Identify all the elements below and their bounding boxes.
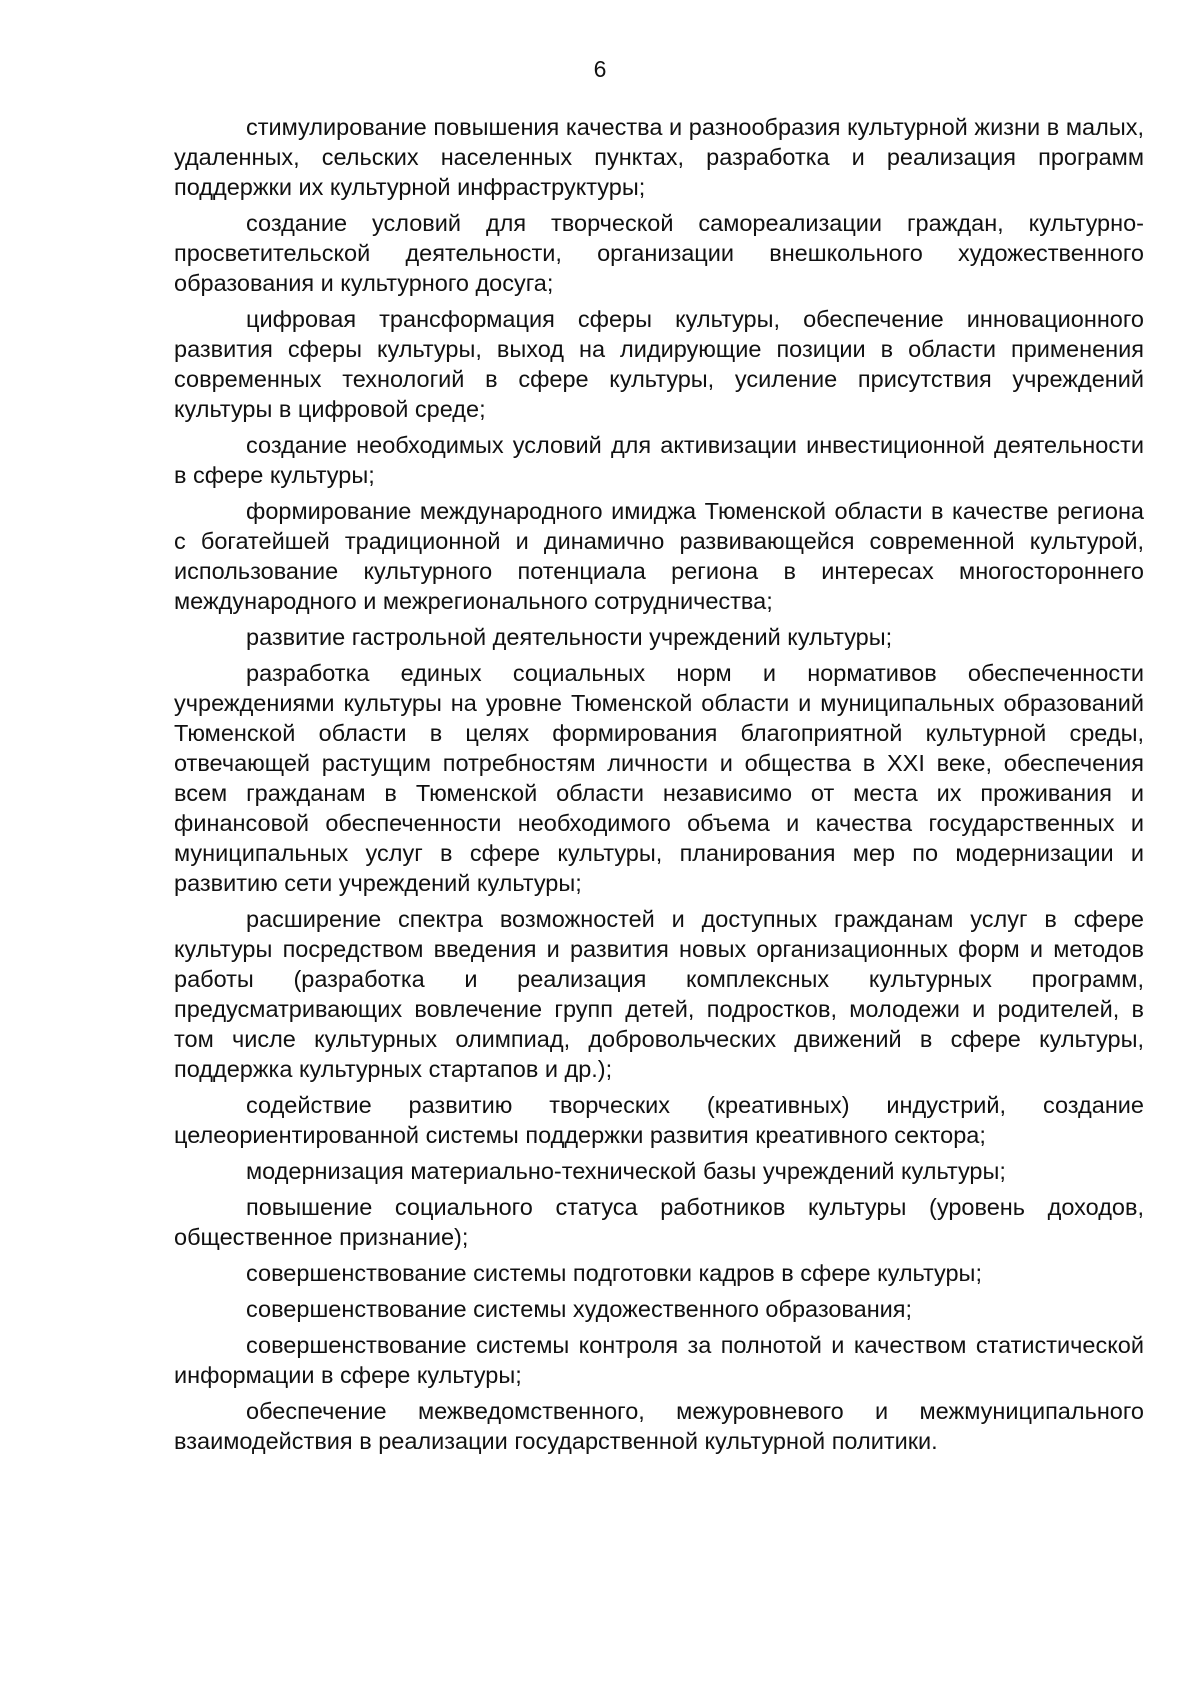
paragraph: стимулирование повышения качества и разнообразия культурной жизни в малых, удаленных, сельских населенных пунктах, разработка и реализация программ поддержки их культурной инфраструктуры;: [174, 114, 1144, 200]
paragraph: разработка единых социальных норм и нормативов обеспеченности учреждениями культуры на уровне Тюменской области и муниципальных образований Тюменской области в целях формирования благоприятной культурной среды, отвечающей растущим потребностям личности и общества в XXI веке, обеспечения всем гражданам в Тюменской области независимо от места их проживания и финансовой обеспеченности необходимого объема и качества государственных и муниципальных услуг в сфере культуры, планирования мер по модернизации и развитию сети учреждений культуры;: [174, 660, 1144, 896]
document-body: [174, 112, 1144, 1462]
paragraph: создание необходимых условий для активизации инвестиционной деятельности в сфере культуры;: [174, 432, 1144, 488]
page-number: 6: [593, 56, 607, 82]
paragraph: повышение социального статуса работников культуры (уровень доходов, общественное признание);: [174, 1194, 1144, 1250]
paragraph: формирование международного имиджа Тюменской области в качестве региона с богатейшей традиционной и динамично развивающейся современной культурой, использование культурного потенциала региона в интересах многостороннего международного и межрегионального сотрудничества;: [174, 498, 1144, 614]
paragraph: совершенствование системы художественного образования;: [246, 1296, 913, 1322]
paragraph: развитие гастрольной деятельности учреждений культуры;: [246, 624, 893, 650]
paragraph: модернизация материально-технической базы учреждений культуры;: [246, 1158, 1006, 1184]
paragraph: цифровая трансформация сферы культуры, обеспечение инновационного развития сферы культуры, выход на лидирующие позиции в области применения современных технологий в сфере культуры, усиление присутствия учреждений культуры в цифровой среде;: [174, 306, 1144, 422]
paragraph: обеспечение межведомственного, межуровневого и межмуниципального взаимодействия в реализации государственной культурной политики.: [174, 1398, 1144, 1454]
paragraph: содействие развитию творческих (креативных) индустрий, создание целеориентированной системы поддержки развития креативного сектора;: [174, 1092, 1144, 1148]
paragraph: совершенствование системы контроля за полнотой и качеством статистической информации в сфере культуры;: [174, 1332, 1144, 1388]
paragraph: расширение спектра возможностей и доступных гражданам услуг в сфере культуры посредством введения и развития новых организационных форм и методов работы (разработка и реализация комплексных культурных программ, предусматривающих вовлечение групп детей, подростков, молодежи и родителей, в том числе культурных олимпиад, добровольческих движений в сфере культуры, поддержка культурных стартапов и др.);: [174, 906, 1144, 1082]
paragraph: создание условий для творческой самореализации граждан, культурно-просветительской деятельности, организации внешкольного художественного образования и культурного досуга;: [174, 210, 1144, 296]
paragraph: совершенствование системы подготовки кадров в сфере культуры;: [246, 1260, 982, 1286]
